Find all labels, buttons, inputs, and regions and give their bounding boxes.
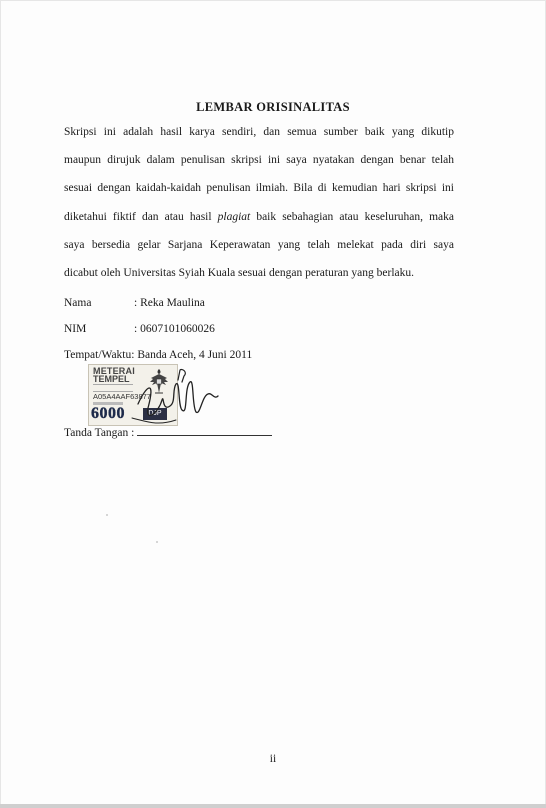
stamp-serial: A05A4AAF63877 [93, 392, 151, 401]
nama-row [64, 297, 205, 309]
stamp-denomination: 6000 [91, 405, 125, 422]
statement-line: Skripsi ini adalah hasil karya sendiri, dan semua sumber baik yang dikutip [64, 126, 454, 138]
tanda-tangan-row [64, 425, 272, 439]
statement-line-part: diketahui fiktif dan atau hasil [64, 210, 212, 223]
tempat-waktu-row [64, 349, 252, 361]
originality-statement [64, 118, 454, 287]
tempat-waktu-value: Banda Aceh, 4 Juni 2011 [137, 349, 253, 361]
stamp-title: METERAI [93, 366, 135, 376]
scan-speck [106, 514, 108, 516]
nim-label: NIM [64, 323, 87, 335]
scan-speck [156, 541, 158, 543]
nim-row [64, 323, 215, 335]
signature-line [137, 425, 272, 436]
nama-label: Nama [64, 297, 92, 309]
statement-line [64, 203, 454, 231]
statement-line: dicabut oleh Universitas Syiah Kuala sesuai dengan peraturan yang berlaku. [64, 267, 414, 280]
statement-line: sesuai dengan kaidah-kaidah penulisan ilmiah. Bila di kemudian hari skripsi ini [64, 182, 454, 195]
nama-value: : Reka Maulina [134, 297, 205, 309]
statement-line: maupun dirujuk dalam penulisan skripsi ini saya nyatakan dengan benar telah [64, 154, 454, 167]
stamp-subtitle: TEMPEL [93, 374, 130, 384]
tanda-tangan-label: Tanda Tangan : [64, 427, 135, 439]
page-title: LEMBAR ORISINALITAS [196, 100, 350, 114]
stamp-code: DJP [143, 408, 167, 420]
italic-term: plagiat [217, 210, 251, 223]
page-bottom-edge [0, 804, 546, 808]
tempat-waktu-label: Tempat/Waktu: [64, 349, 135, 361]
nim-value: : 0607101060026 [134, 323, 215, 335]
statement-line-part: baik sebahagian atau keseluruhan, maka [256, 210, 455, 223]
page-number: ii [269, 753, 277, 765]
statement-line: saya bersedia gelar Sarjana Keperawatan yang telah melekat pada diri saya [64, 238, 454, 251]
